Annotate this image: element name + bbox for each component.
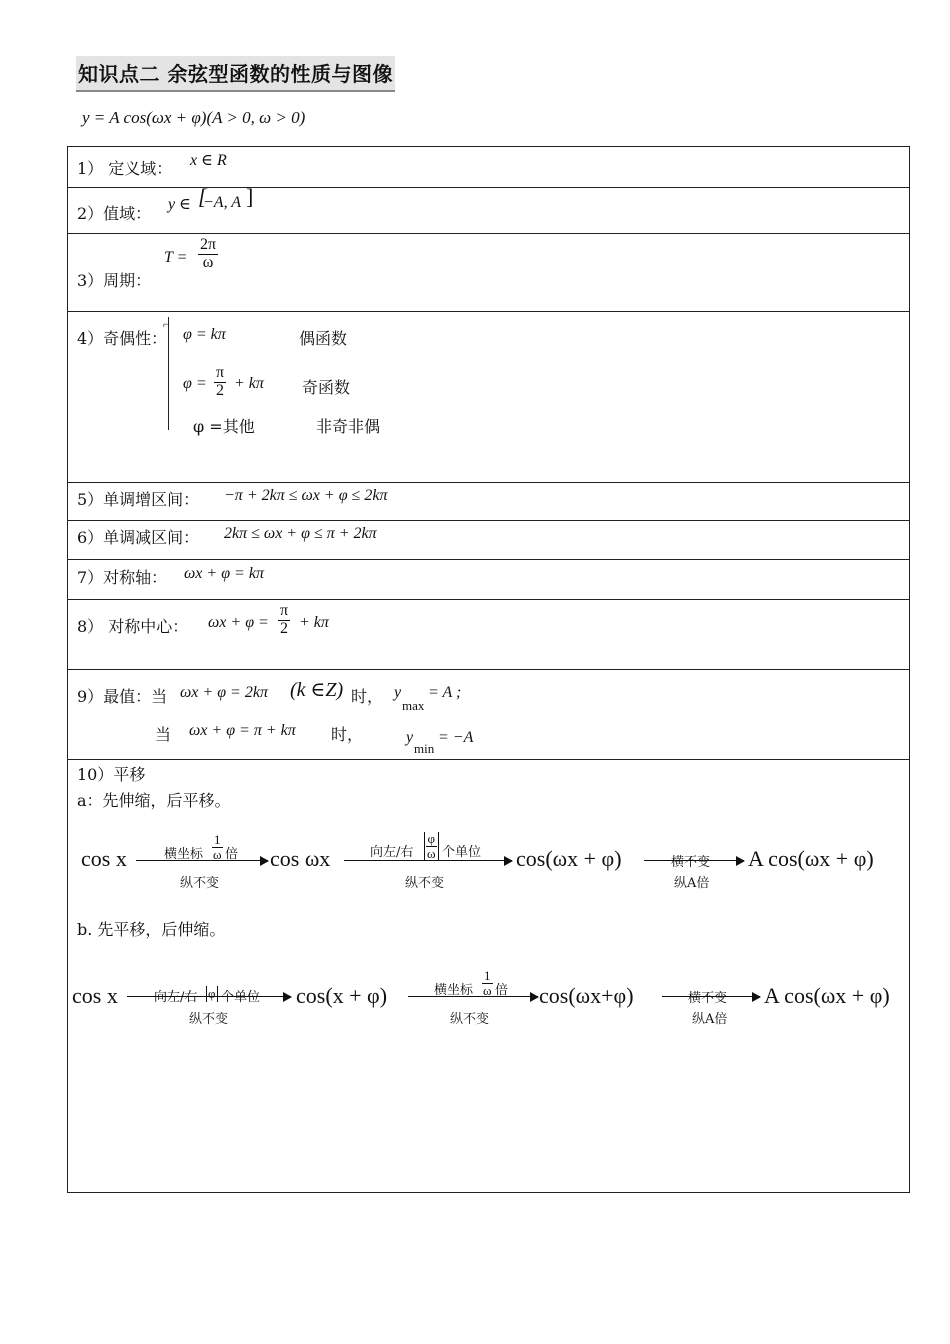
range-label: 2）值域： — [77, 204, 152, 223]
axis-label: 7）对称轴： — [77, 568, 168, 587]
increasing-value: −π + 2kπ ≤ ωx + φ ≤ 2kπ — [224, 487, 388, 504]
b-arrow-2-top: 横坐标 — [434, 983, 474, 998]
section-title: 知识点二 余弦型函数的性质与图像 — [76, 56, 395, 92]
parity-brace — [168, 317, 169, 430]
row-divider — [68, 599, 909, 600]
parity-case1-cond: φ = kπ — [183, 326, 226, 343]
a-arrow-1-tail: 倍 — [225, 847, 239, 862]
extrema-cond2: ωx + φ = π + kπ — [189, 722, 296, 739]
a-arrow-2-den: ω — [427, 845, 436, 861]
brace-tick-top: ⌐ — [163, 317, 170, 331]
translation-a-label: a：先伸缩，后平移。 — [77, 791, 231, 810]
ymin-value: = −A — [438, 729, 474, 746]
ymin-subscript: min — [414, 741, 435, 756]
range-bracket-right: ] — [246, 184, 254, 209]
parity-case2-fraction — [212, 365, 228, 400]
b-arrow-1-top-mid: φ — [208, 986, 216, 1001]
parity-case2-numerator: π — [216, 364, 225, 381]
b-arrow-1-top-pre: 向左/右 — [154, 990, 198, 1005]
period-lhs: T = — [164, 249, 188, 266]
b-arrow-2-den: ω — [483, 982, 492, 998]
b-arrow-1-bottom: 纵不变 — [189, 1012, 229, 1027]
row-divider — [68, 187, 909, 188]
a-chain-cos-x: cos x — [81, 846, 127, 871]
b-chain-cos-x-phi: cos(x + φ) — [296, 983, 388, 1008]
increasing-label: 5）单调增区间： — [77, 490, 200, 509]
parity-case1-result: 偶函数 — [299, 329, 348, 348]
center-rest: + kπ — [299, 614, 329, 631]
row-divider — [68, 559, 909, 560]
b-chain-result: A cos(ωx + φ) — [764, 983, 890, 1008]
b-arrow-3-top: 横不变 — [688, 991, 728, 1006]
a-chain-cos-wx-phi: cos(ωx + φ) — [516, 846, 622, 871]
a-arrow-2-num: φ — [427, 831, 436, 846]
parity-case3-cond: φ =其他 — [193, 417, 255, 436]
center-numerator: π — [280, 602, 289, 619]
range-prefix: y ∈ — [168, 196, 191, 213]
parity-case2-rest: + kπ — [234, 375, 264, 392]
extrema-label: 9）最值：当 — [77, 687, 168, 706]
parity-label: 4）奇偶性： — [77, 329, 168, 348]
a-arrow-3-bottom: 纵A倍 — [674, 876, 710, 891]
ymax-value: = A ; — [428, 684, 462, 701]
extrema-when1: 时， — [351, 687, 384, 706]
a-arrow-2-top-pre: 向左/右 — [370, 845, 414, 860]
row-divider — [68, 233, 909, 234]
translation-b-label: b. 先平移，后伸缩。 — [77, 920, 226, 939]
a-arrow-1-fraction — [209, 833, 226, 861]
period-label: 3）周期： — [77, 271, 152, 290]
range-value: −A, A — [203, 194, 242, 211]
center-label: 8） 对称中心： — [77, 617, 189, 636]
b-arrow-3-bottom: 纵A倍 — [692, 1012, 728, 1027]
a-arrow-1-top: 横坐标 — [164, 847, 204, 862]
center-fraction — [276, 603, 292, 638]
a-arrow-1-den: ω — [213, 846, 222, 862]
axis-value: ωx + φ = kπ — [184, 565, 264, 582]
range-bracket-left: [ — [198, 184, 207, 209]
b-arrow-1-tail: 个单位 — [221, 990, 261, 1005]
a-arrow-1-bottom: 纵不变 — [180, 876, 220, 891]
row-divider — [68, 311, 909, 312]
decreasing-label: 6）单调减区间： — [77, 528, 200, 547]
b-arrow-2-fraction — [479, 969, 496, 997]
b-arrow-2-tail: 倍 — [495, 983, 509, 998]
parity-case2-denominator: 2 — [216, 381, 225, 399]
b-chain-cos-x: cos x — [72, 983, 118, 1008]
center-denominator: 2 — [280, 619, 289, 637]
b-arrow-2-bottom: 纵不变 — [450, 1012, 490, 1027]
ymax-subscript: max — [402, 698, 425, 713]
row-divider — [68, 520, 909, 521]
parity-case3-result: 非奇非偶 — [316, 417, 381, 436]
row-divider — [68, 482, 909, 483]
extrema-when-prefix: 当 — [155, 725, 172, 744]
ymax-symbol: y — [394, 684, 402, 701]
row-divider — [68, 669, 909, 670]
a-arrow-2-fraction — [422, 832, 441, 860]
period-numerator: 2π — [200, 236, 217, 253]
a-arrow-1-num: 1 — [214, 832, 221, 847]
b-chain-cos-wx-phi: cos(ωx+φ) — [539, 983, 634, 1008]
center-lhs: ωx + φ = — [208, 614, 269, 631]
properties-table — [67, 146, 910, 1193]
parity-case2-result: 奇函数 — [302, 378, 351, 397]
b-arrow-2-num: 1 — [484, 968, 491, 983]
a-arrow-2-tail: 个单位 — [442, 845, 482, 860]
a-arrow-3-top: 横不变 — [671, 855, 711, 870]
a-arrow-2-bottom: 纵不变 — [405, 876, 445, 891]
main-formula: y = A cos(ωx + φ)(A > 0, ω > 0) — [82, 108, 306, 127]
extrema-cond1: ωx + φ = 2kπ — [180, 684, 268, 701]
extrema-when2: 时， — [331, 725, 364, 744]
period-fraction — [196, 237, 220, 272]
decreasing-value: 2kπ ≤ ωx + φ ≤ π + 2kπ — [224, 525, 377, 542]
domain-label: 1） 定义域： — [77, 159, 173, 178]
extrema-paren: (k ∈Z) — [290, 679, 344, 701]
period-denominator: ω — [202, 253, 214, 271]
a-chain-result: A cos(ωx + φ) — [748, 846, 874, 871]
translation-label: 10）平移 — [77, 765, 146, 784]
parity-case2-lhs: φ = — [183, 375, 207, 392]
domain-value: x ∈ R — [190, 152, 227, 169]
a-chain-cos-wx: cos ωx — [270, 846, 331, 871]
row-divider — [68, 759, 909, 760]
ymin-symbol: y — [406, 729, 414, 746]
